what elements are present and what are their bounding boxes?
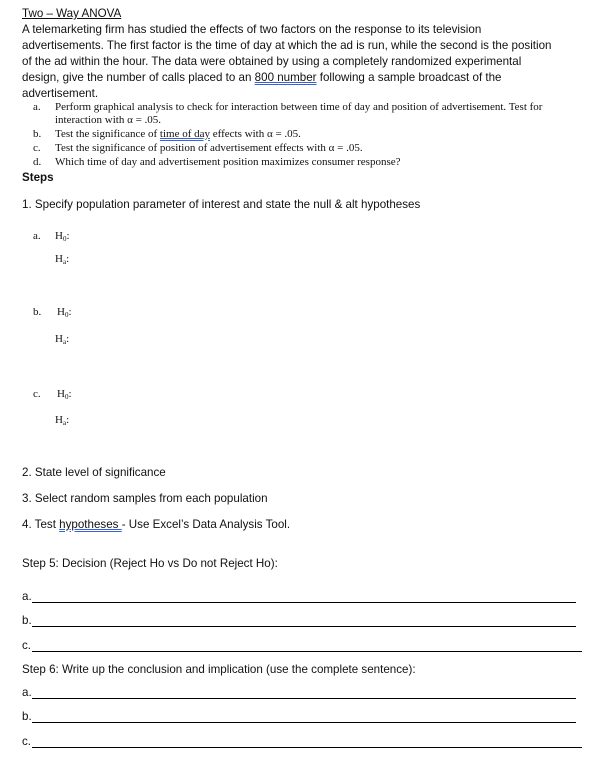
question-marker: d. bbox=[33, 156, 42, 168]
intro-line: advertisements. The first factor is the time of day at which the ad is run, while the second is the position bbox=[22, 39, 552, 52]
question-b bbox=[55, 128, 301, 141]
intro-text: following a sample broadcast of the bbox=[316, 71, 502, 84]
step-text: 4. Test bbox=[22, 518, 60, 531]
question-c: Test the significance of position of advertisement effects with α = .05. bbox=[55, 142, 363, 154]
alt-hypothesis: $H_a$: bbox=[55, 333, 70, 346]
question-a-cont: interaction with α = .05. bbox=[55, 114, 162, 126]
intro-line bbox=[22, 71, 502, 85]
spellcheck-phrase[interactable]: hypotheses bbox=[59, 518, 122, 531]
answer-line[interactable] bbox=[32, 747, 582, 748]
answer-marker: c. bbox=[22, 639, 32, 652]
document-title: Two – Way ANOVA bbox=[22, 7, 122, 20]
hyp-marker: c. bbox=[33, 388, 41, 400]
question-text: effects with α = .05. bbox=[210, 128, 301, 140]
question-a: Perform graphical analysis to check for interaction between time of day and position of advertisement. Test for bbox=[55, 101, 543, 113]
answer-line[interactable] bbox=[32, 722, 576, 723]
step-2: 2. State level of significance bbox=[22, 466, 166, 479]
answer-marker: c. bbox=[22, 735, 32, 748]
step-6-heading: Step 6: Write up the conclusion and implication (use the complete sentence): bbox=[22, 663, 416, 676]
answer-marker: b. bbox=[22, 710, 32, 723]
question-text: Test the significance of bbox=[55, 128, 160, 140]
hyp-marker: a. bbox=[33, 230, 41, 242]
intro-line: advertisement. bbox=[22, 87, 99, 100]
answer-line[interactable] bbox=[32, 698, 576, 699]
step-3: 3. Select random samples from each population bbox=[22, 492, 268, 505]
spellcheck-phrase[interactable]: time of day bbox=[159, 128, 211, 140]
answer-line[interactable] bbox=[32, 626, 576, 627]
question-marker: c. bbox=[33, 142, 41, 154]
step-4 bbox=[22, 518, 290, 532]
question-marker: a. bbox=[33, 101, 41, 113]
intro-line: of the ad within the hour. The data were obtained by using a completely randomized experimental bbox=[22, 55, 522, 68]
step-text: - Use Excel’s Data Analysis Tool. bbox=[121, 518, 291, 531]
answer-line[interactable] bbox=[32, 602, 576, 603]
answer-marker: a. bbox=[22, 686, 32, 699]
hyp-marker: b. bbox=[33, 306, 42, 318]
steps-heading: Steps bbox=[22, 171, 54, 184]
answer-marker: b. bbox=[22, 614, 32, 627]
question-d: Which time of day and advertisement position maximizes consumer response? bbox=[55, 156, 401, 168]
step-1: 1. Specify population parameter of interest and state the null & alt hypotheses bbox=[22, 198, 421, 211]
null-hypothesis: $H_0$: bbox=[57, 306, 72, 319]
answer-marker: a. bbox=[22, 590, 32, 603]
alt-hypothesis: $H_a$: bbox=[55, 253, 70, 266]
spellcheck-phrase[interactable]: 800 number bbox=[254, 71, 317, 84]
alt-hypothesis: $H_a$: bbox=[55, 414, 70, 427]
null-hypothesis: $H_0$: bbox=[55, 230, 70, 243]
null-hypothesis: $H_0$: bbox=[57, 388, 72, 401]
question-marker: b. bbox=[33, 128, 42, 140]
answer-line[interactable] bbox=[32, 651, 582, 652]
step-5-heading: Step 5: Decision (Reject Ho vs Do not Reject Ho): bbox=[22, 557, 278, 570]
intro-line: A telemarketing firm has studied the effects of two factors on the response to its television bbox=[22, 23, 482, 36]
intro-text: design, give the number of calls placed to an bbox=[22, 71, 255, 84]
